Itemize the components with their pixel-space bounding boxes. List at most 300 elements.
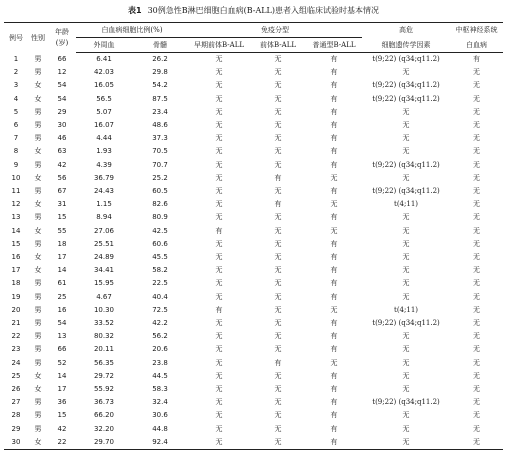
cell-age: 55	[57, 226, 67, 235]
cell-peripheral-blood: 4.67	[96, 292, 112, 301]
cell-cns-leukemia: 无	[473, 424, 481, 433]
cell-sex: 男	[34, 239, 42, 248]
cell-common-b: 有	[330, 319, 338, 328]
cell-sex: 女	[34, 94, 42, 103]
cell-age: 56	[57, 173, 67, 182]
cell-bone-marrow: 58.2	[152, 266, 168, 275]
cell-cytogenetic-risk: t(9;22) (q34;q11.2)	[372, 398, 440, 407]
cell-bone-marrow: 37.3	[152, 134, 168, 143]
cell-age: 22	[48, 436, 76, 450]
cell-common-b: 有	[330, 371, 338, 380]
cell-sex: 女	[34, 385, 42, 394]
cell-pre-b: 无	[274, 187, 282, 196]
cell-peripheral-blood: 66.20	[93, 411, 115, 420]
cell-bone-marrow: 45.5	[152, 253, 168, 262]
cell-case-no: 4	[13, 94, 19, 103]
cell-sex: 男	[34, 54, 42, 63]
cell-bone-marrow: 23.8	[152, 358, 168, 367]
cell-age: 66	[57, 54, 67, 63]
cell-cns-leukemia: 无	[473, 121, 481, 130]
cell-peripheral-blood: 32.20	[93, 424, 115, 433]
cell-case-no: 19	[11, 292, 21, 301]
cell-early-pre-b: 无	[215, 279, 223, 288]
cell-age: 42	[57, 424, 67, 433]
cell-common-b: 有	[330, 385, 338, 394]
cell-age: 67	[57, 187, 67, 196]
cell-common-b: 有	[330, 266, 338, 275]
cell-age: 36	[57, 398, 67, 407]
cell-age: 14	[57, 371, 67, 380]
cell-sex: 男	[34, 107, 42, 116]
cell-cytogenetic-risk: t(4;11)	[394, 200, 419, 209]
cell-peripheral-blood: 33.52	[93, 319, 115, 328]
cell-age: 18	[57, 239, 67, 248]
header-age-label: 年龄	[55, 27, 69, 36]
cell-pre-b: 无	[250, 436, 306, 450]
cell-early-pre-b: 无	[215, 332, 223, 341]
cell-common-b: 有	[330, 332, 338, 341]
cell-sex: 女	[34, 266, 42, 275]
cell-cns-leukemia: 无	[473, 319, 481, 328]
table-row	[4, 198, 503, 211]
cell-cytogenetic-risk: 无	[402, 226, 410, 235]
cell-early-pre-b: 有	[215, 226, 223, 235]
cell-cns-leukemia: 无	[473, 266, 481, 275]
table-row	[4, 93, 503, 106]
cell-case-no: 14	[11, 226, 21, 235]
table-row	[4, 159, 503, 172]
cell-cns-leukemia: 无	[450, 436, 503, 450]
cell-pre-b: 无	[274, 305, 282, 314]
cell-sex: 男	[34, 160, 42, 169]
cell-early-pre-b: 无	[215, 239, 223, 248]
cell-bone-marrow: 92.4	[132, 436, 188, 450]
cell-peripheral-blood: 55.92	[93, 385, 115, 394]
cell-age: 42	[57, 160, 67, 169]
cell-peripheral-blood: 42.03	[93, 68, 115, 77]
cell-common-b: 有	[330, 121, 338, 130]
table-caption	[4, 0, 503, 22]
table-row	[4, 66, 503, 79]
cell-cns-leukemia: 无	[473, 134, 481, 143]
table-row	[4, 132, 503, 145]
cell-pre-b: 无	[274, 68, 282, 77]
cell-cns-leukemia: 无	[473, 187, 481, 196]
cell-bone-marrow: 60.5	[152, 187, 168, 196]
cell-cns-leukemia: 无	[473, 292, 481, 301]
cell-common-b: 有	[330, 134, 338, 143]
cell-cns-leukemia: 无	[473, 345, 481, 354]
cell-cns-leukemia: 无	[473, 147, 481, 156]
cell-early-pre-b: 无	[215, 107, 223, 116]
cell-age: 25	[57, 292, 67, 301]
cell-peripheral-blood: 56.5	[96, 94, 112, 103]
table-row	[4, 383, 503, 396]
cell-bone-marrow: 42.5	[152, 226, 168, 235]
cell-bone-marrow: 82.6	[152, 200, 168, 209]
table-row	[4, 172, 503, 185]
cell-common-b: 有	[330, 81, 338, 90]
cell-bone-marrow: 44.8	[152, 424, 168, 433]
cell-common-b: 有	[330, 160, 338, 169]
cell-pre-b: 无	[274, 134, 282, 143]
cell-common-b: 有	[330, 94, 338, 103]
cell-cns-leukemia: 无	[473, 305, 481, 314]
header-cns-line1: 中枢神经系统	[450, 23, 503, 38]
cell-age: 54	[57, 94, 67, 103]
cell-cns-leukemia: 无	[473, 385, 481, 394]
cell-peripheral-blood: 27.06	[93, 226, 115, 235]
cell-common-b: 有	[330, 411, 338, 420]
cell-cns-leukemia: 有	[473, 55, 481, 63]
cell-peripheral-blood: 24.89	[93, 253, 115, 262]
cell-early-pre-b: 无	[215, 200, 223, 209]
cell-pre-b: 无	[274, 213, 282, 222]
cell-sex: 女	[34, 253, 42, 262]
cell-cytogenetic-risk: t(9;22) (q34;q11.2)	[372, 319, 440, 328]
table-title: 30例急性B淋巴细胞白血病(B-ALL)患者入组临床试验时基本情况	[147, 6, 379, 15]
cell-case-no: 13	[11, 213, 21, 222]
table-row	[4, 317, 503, 330]
cell-case-no: 8	[13, 147, 19, 156]
cell-case-no: 12	[11, 200, 21, 209]
cell-pre-b: 无	[274, 147, 282, 156]
header-common-b: 普通型B-ALL	[306, 38, 362, 53]
cell-cytogenetic-risk: 无	[402, 358, 410, 367]
cell-cns-leukemia: 无	[473, 173, 481, 182]
cell-early-pre-b: 无	[215, 292, 223, 301]
cell-peripheral-blood: 56.35	[93, 358, 115, 367]
cell-case-no: 3	[13, 81, 19, 90]
cell-cns-leukemia: 无	[473, 200, 481, 209]
cell-early-pre-b: 无	[215, 68, 223, 77]
cell-cytogenetic-risk: t(9;22) (q34;q11.2)	[372, 187, 440, 196]
cell-cytogenetic-risk: 无	[402, 371, 410, 380]
table-row	[4, 396, 503, 409]
cell-sex: 男	[34, 424, 42, 433]
cell-common-b: 有	[306, 436, 362, 450]
cell-case-no: 6	[13, 121, 19, 130]
header-age	[48, 23, 76, 53]
cell-common-b: 有	[330, 253, 338, 262]
header-pre-b: 前体B-ALL	[250, 38, 306, 53]
cell-cytogenetic-risk: 无	[402, 239, 410, 248]
cell-age: 46	[57, 134, 67, 143]
cell-sex: 男	[34, 332, 42, 341]
cell-bone-marrow: 72.5	[152, 305, 168, 314]
cell-peripheral-blood: 5.07	[96, 107, 112, 116]
cell-sex: 男	[34, 68, 42, 77]
table-row	[4, 343, 503, 356]
cell-pre-b: 无	[274, 411, 282, 420]
cell-sex: 男	[34, 279, 42, 288]
cell-age: 54	[57, 81, 67, 90]
cell-cytogenetic-risk: 无	[402, 253, 410, 262]
cell-age: 12	[57, 68, 67, 77]
cell-pre-b: 无	[274, 55, 282, 63]
table-row	[4, 357, 503, 370]
cell-pre-b: 有	[274, 173, 282, 182]
cell-bone-marrow: 44.5	[152, 371, 168, 380]
table-row	[4, 119, 503, 132]
cell-pre-b: 无	[274, 239, 282, 248]
cell-common-b: 有	[330, 239, 338, 248]
header-blast-group: 白血病细胞比例(%)	[76, 23, 188, 38]
header-risk-line1: 高危	[362, 23, 450, 38]
cell-sex: 男	[34, 411, 42, 420]
cell-bone-marrow: 32.4	[152, 398, 168, 407]
cell-sex: 女	[34, 371, 42, 380]
cell-case-no: 5	[13, 107, 19, 116]
cell-case-no: 9	[13, 160, 19, 169]
cell-pre-b: 无	[274, 94, 282, 103]
cell-cns-leukemia: 无	[473, 239, 481, 248]
cell-peripheral-blood: 1.15	[96, 200, 112, 209]
table-row	[4, 225, 503, 238]
cell-sex: 男	[34, 134, 42, 143]
cell-peripheral-blood: 25.51	[93, 239, 115, 248]
cell-early-pre-b: 无	[188, 436, 250, 450]
table-row	[4, 264, 503, 277]
cell-early-pre-b: 无	[215, 55, 223, 63]
cell-sex: 男	[34, 187, 42, 196]
cell-case-no: 18	[11, 279, 21, 288]
table-row	[4, 423, 503, 436]
cell-sex: 女	[34, 200, 42, 209]
cell-common-b: 有	[330, 292, 338, 301]
cell-common-b: 有	[330, 345, 338, 354]
cell-pre-b: 无	[274, 226, 282, 235]
cell-pre-b: 无	[274, 371, 282, 380]
cell-peripheral-blood: 4.39	[96, 160, 112, 169]
cell-age: 15	[57, 411, 67, 420]
cell-pre-b: 无	[274, 279, 282, 288]
cell-cytogenetic-risk: 无	[402, 173, 410, 182]
cell-pre-b: 无	[274, 424, 282, 433]
cell-bone-marrow: 56.2	[152, 332, 168, 341]
cell-early-pre-b: 无	[215, 213, 223, 222]
cell-pre-b: 无	[274, 266, 282, 275]
cell-cytogenetic-risk: t(9;22) (q34;q11.2)	[372, 81, 440, 90]
cell-peripheral-blood: 8.94	[96, 213, 112, 222]
table-row	[4, 251, 503, 264]
table-row	[4, 436, 503, 450]
header-age-unit: (岁)	[55, 38, 69, 47]
cell-peripheral-blood: 29.72	[93, 371, 115, 380]
cell-cns-leukemia: 无	[473, 68, 481, 77]
cell-cns-leukemia: 无	[473, 107, 481, 116]
cell-cytogenetic-risk: t(9;22) (q34;q11.2)	[372, 55, 440, 63]
cell-peripheral-blood: 15.95	[93, 279, 115, 288]
cell-common-b: 有	[330, 147, 338, 156]
cell-bone-marrow: 87.5	[152, 94, 168, 103]
header-sex: 性别	[28, 23, 48, 53]
cell-case-no: 21	[11, 319, 21, 328]
cell-sex: 男	[34, 319, 42, 328]
cell-age: 31	[57, 200, 67, 209]
cell-cns-leukemia: 无	[473, 94, 481, 103]
cell-sex: 女	[28, 436, 48, 450]
cell-bone-marrow: 48.6	[152, 121, 168, 130]
header-case-no: 例号	[4, 23, 28, 53]
cell-pre-b: 无	[274, 107, 282, 116]
cell-case-no: 23	[11, 345, 21, 354]
cell-sex: 男	[34, 121, 42, 130]
cell-peripheral-blood: 6.41	[96, 55, 112, 63]
cell-sex: 女	[34, 226, 42, 235]
cell-case-no: 24	[11, 358, 21, 367]
cell-pre-b: 无	[274, 385, 282, 394]
cell-cytogenetic-risk: 无	[402, 107, 410, 116]
cell-cns-leukemia: 无	[473, 358, 481, 367]
cell-cytogenetic-risk: 无	[402, 134, 410, 143]
cell-case-no: 22	[11, 332, 21, 341]
cell-sex: 男	[34, 398, 42, 407]
cell-sex: 女	[34, 147, 42, 156]
table-row	[4, 53, 503, 67]
cell-pre-b: 无	[274, 160, 282, 169]
cell-bone-marrow: 80.9	[152, 213, 168, 222]
cell-cytogenetic-risk: 无	[402, 266, 410, 275]
table-row	[4, 238, 503, 251]
table-row	[4, 185, 503, 198]
cell-case-no: 26	[11, 385, 21, 394]
cell-age: 61	[57, 279, 67, 288]
cell-sex: 男	[34, 305, 42, 314]
cell-sex: 男	[34, 213, 42, 222]
cell-common-b: 有	[330, 398, 338, 407]
cell-cytogenetic-risk: 无	[402, 292, 410, 301]
cell-cytogenetic-risk: 无	[402, 332, 410, 341]
cell-age: 17	[57, 385, 67, 394]
cell-cytogenetic-risk: 无	[402, 411, 410, 420]
cell-common-b: 无	[330, 358, 338, 367]
cell-common-b: 有	[330, 68, 338, 77]
header-immunophenotype-group: 免疫分型	[188, 23, 362, 38]
cell-early-pre-b: 无	[215, 411, 223, 420]
cell-common-b: 无	[330, 173, 338, 182]
cell-sex: 女	[34, 81, 42, 90]
table-row	[4, 409, 503, 422]
cell-case-no: 27	[11, 398, 21, 407]
cell-common-b: 有	[330, 55, 338, 63]
cell-sex: 女	[34, 173, 42, 182]
cell-common-b: 有	[330, 187, 338, 196]
cell-early-pre-b: 无	[215, 187, 223, 196]
table-row	[4, 291, 503, 304]
cell-bone-marrow: 22.5	[152, 279, 168, 288]
cell-bone-marrow: 70.7	[152, 160, 168, 169]
cell-cytogenetic-risk: 无	[402, 345, 410, 354]
header-bone-marrow: 骨髓	[132, 38, 188, 53]
cell-early-pre-b: 无	[215, 385, 223, 394]
cell-pre-b: 无	[274, 121, 282, 130]
cell-bone-marrow: 58.3	[152, 385, 168, 394]
cell-common-b: 有	[330, 107, 338, 116]
cell-age: 54	[57, 319, 67, 328]
cell-sex: 男	[34, 345, 42, 354]
cell-cns-leukemia: 无	[473, 160, 481, 169]
cell-common-b: 有	[330, 213, 338, 222]
cell-cytogenetic-risk: t(4;11)	[394, 305, 419, 314]
cell-cytogenetic-risk: t(9;22) (q34;q11.2)	[372, 94, 440, 103]
cell-common-b: 无	[330, 200, 338, 209]
cell-early-pre-b: 无	[215, 345, 223, 354]
table-row	[4, 79, 503, 92]
cell-common-b: 有	[330, 424, 338, 433]
cell-cytogenetic-risk: 无	[402, 121, 410, 130]
cell-early-pre-b: 无	[215, 147, 223, 156]
cell-cns-leukemia: 无	[473, 226, 481, 235]
cell-early-pre-b: 无	[215, 173, 223, 182]
cell-bone-marrow: 42.2	[152, 319, 168, 328]
cell-age: 66	[57, 345, 67, 354]
cell-cytogenetic-risk: 无	[402, 424, 410, 433]
cell-bone-marrow: 26.2	[152, 55, 168, 63]
cell-early-pre-b: 无	[215, 424, 223, 433]
table-row	[4, 211, 503, 224]
cell-early-pre-b: 无	[215, 94, 223, 103]
cell-cns-leukemia: 无	[473, 332, 481, 341]
cell-cytogenetic-risk: 无	[362, 436, 450, 450]
cell-peripheral-blood: 36.79	[93, 173, 115, 182]
cell-cns-leukemia: 无	[473, 81, 481, 90]
cell-case-no: 15	[11, 239, 21, 248]
cell-peripheral-blood: 24.43	[93, 187, 115, 196]
table-row	[4, 370, 503, 383]
cell-cns-leukemia: 无	[473, 279, 481, 288]
cell-pre-b: 无	[274, 398, 282, 407]
cell-early-pre-b: 无	[215, 371, 223, 380]
cell-pre-b: 有	[274, 200, 282, 209]
cell-case-no: 10	[11, 173, 21, 182]
cell-case-no: 30	[4, 436, 28, 450]
cell-case-no: 17	[11, 266, 21, 275]
cell-bone-marrow: 40.4	[152, 292, 168, 301]
table-number: 表1	[127, 6, 142, 15]
cell-peripheral-blood: 80.32	[93, 332, 115, 341]
cell-case-no: 20	[11, 305, 21, 314]
cell-cytogenetic-risk: t(9;22) (q34;q11.2)	[372, 160, 440, 169]
cell-pre-b: 无	[274, 332, 282, 341]
cell-cytogenetic-risk: 无	[402, 279, 410, 288]
cell-cytogenetic-risk: 无	[402, 213, 410, 222]
cell-case-no: 1	[13, 54, 19, 63]
table-row	[4, 330, 503, 343]
cell-early-pre-b: 无	[215, 121, 223, 130]
cell-peripheral-blood: 16.05	[93, 81, 115, 90]
cell-early-pre-b: 无	[215, 266, 223, 275]
cell-peripheral-blood: 4.44	[96, 134, 112, 143]
cell-sex: 男	[34, 358, 42, 367]
table-body	[4, 53, 503, 450]
cell-cns-leukemia: 无	[473, 398, 481, 407]
cell-pre-b: 无	[274, 292, 282, 301]
cell-age: 30	[57, 121, 67, 130]
cell-bone-marrow: 23.4	[152, 107, 168, 116]
cell-age: 14	[57, 266, 67, 275]
cell-pre-b: 无	[274, 319, 282, 328]
cell-bone-marrow: 25.2	[152, 173, 168, 182]
cell-cns-leukemia: 无	[473, 213, 481, 222]
cell-case-no: 28	[11, 411, 21, 420]
cell-pre-b: 无	[274, 81, 282, 90]
cell-cns-leukemia: 无	[473, 371, 481, 380]
cell-early-pre-b: 无	[215, 319, 223, 328]
cell-cytogenetic-risk: 无	[402, 385, 410, 394]
cell-case-no: 25	[11, 371, 21, 380]
cell-case-no: 11	[11, 187, 21, 196]
